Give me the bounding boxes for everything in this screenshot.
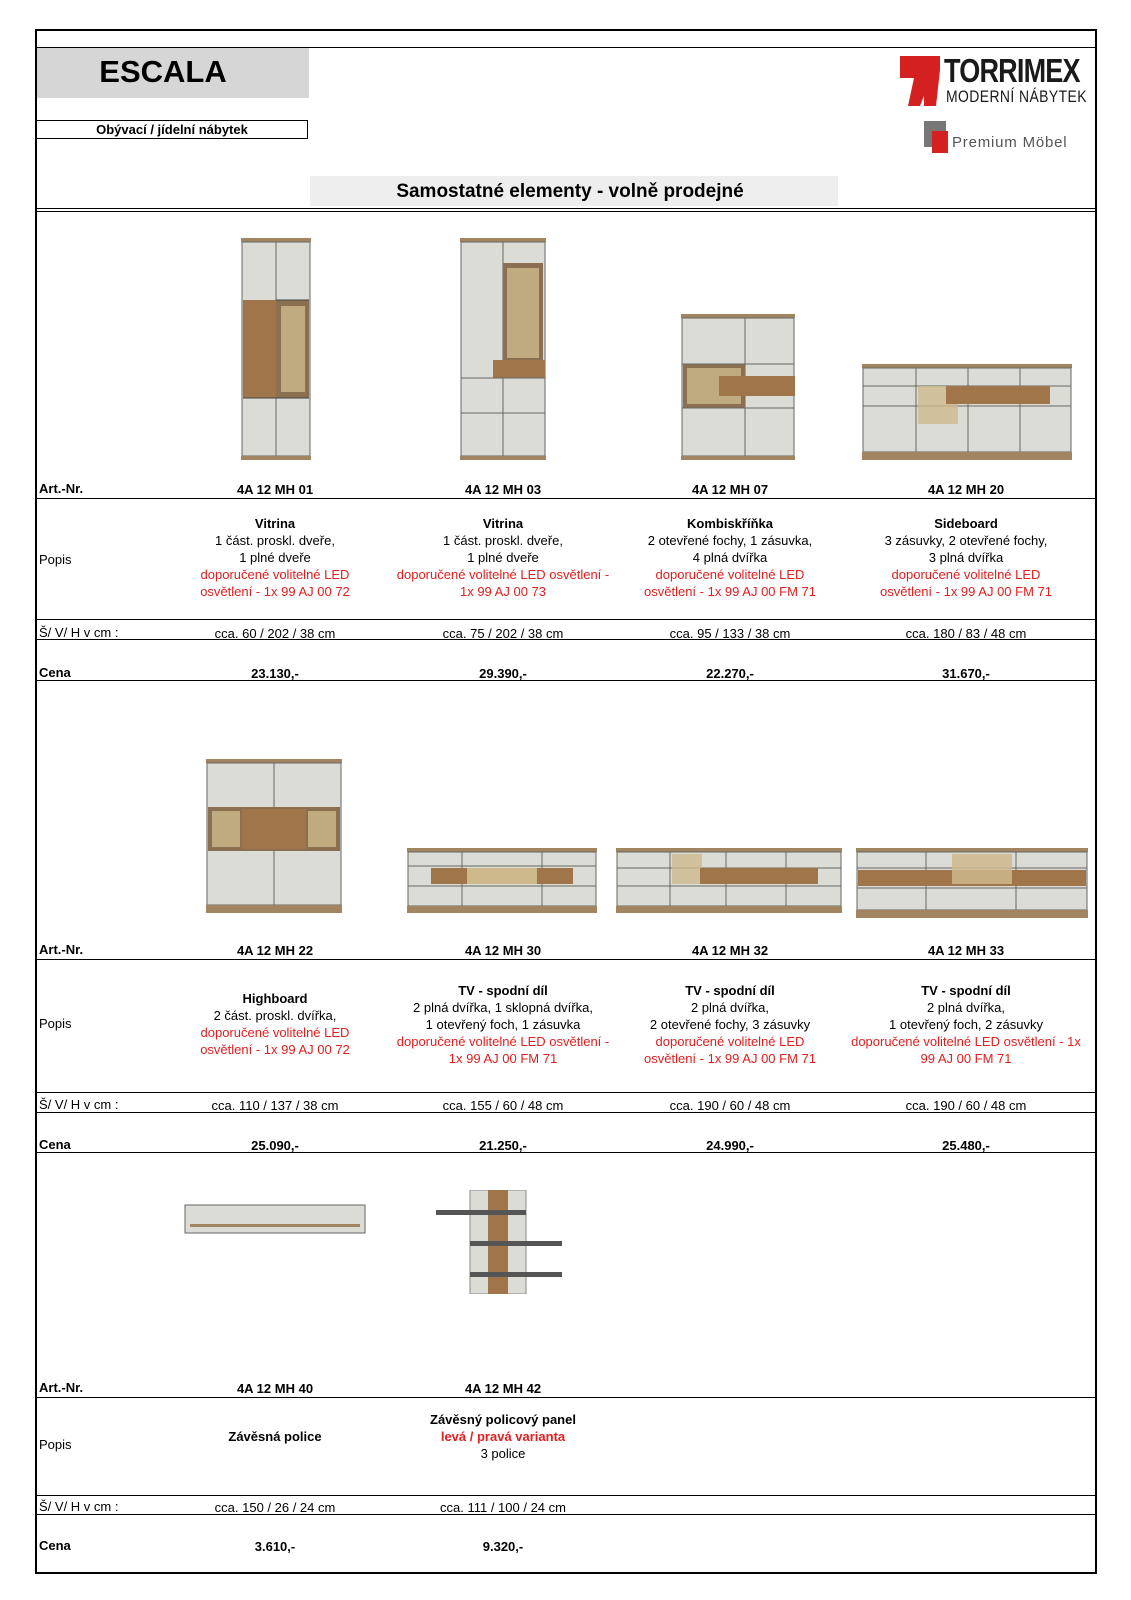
product-description — [373, 982, 633, 1067]
article-number: 4A 12 MH 07 — [691, 482, 769, 497]
price: 9.320,- — [482, 1539, 524, 1554]
product-name: Kombiskříňka — [687, 516, 773, 531]
variant-note: levá / pravá varianta — [440, 1429, 566, 1444]
divider — [35, 498, 1097, 499]
premium-mobel-icon — [924, 121, 952, 155]
led-note: 1x 99 AJ 00 FM 71 — [448, 1051, 558, 1066]
description-line: 1 otevřený foch, 2 zásuvky — [889, 1017, 1043, 1032]
price-label: Cena — [39, 1137, 71, 1152]
popis-label: Popis — [39, 552, 72, 567]
article-number: 4A 12 MH 01 — [236, 482, 314, 497]
led-note: doporučené volitelné LED — [200, 1025, 350, 1040]
partner-name: Premium Möbel — [952, 134, 1068, 151]
price: 24.990,- — [706, 1138, 754, 1153]
led-note: osvětlení - 1x 99 AJ 00 72 — [200, 1042, 350, 1057]
product-name: Vitrina — [254, 516, 296, 531]
product-description — [155, 990, 395, 1058]
popis-label: Popis — [39, 1437, 72, 1452]
popis-label: Popis — [39, 1016, 72, 1031]
product-name: Sideboard — [934, 516, 998, 531]
product-name: Vitrina — [482, 516, 524, 531]
price: 25.090,- — [251, 1138, 299, 1153]
dimensions: cca. 180 / 83 / 48 cm — [905, 626, 1027, 641]
product-name: Závěsný policový panel — [430, 1412, 576, 1427]
torrimex-logo-icon — [900, 56, 948, 106]
description-line: 4 plná dvířka — [692, 550, 768, 565]
description-line: 1 plné dveře — [239, 550, 311, 565]
product-name: Závěsná police — [228, 1429, 322, 1444]
product-description — [846, 515, 1086, 600]
art-nr-label: Art.-Nr. — [39, 942, 84, 957]
dimensions: cca. 95 / 133 / 38 cm — [669, 626, 791, 641]
product-description — [383, 1411, 623, 1462]
tv-33-image — [856, 848, 1088, 918]
article-number: 4A 12 MH 40 — [236, 1381, 314, 1396]
price: 3.610,- — [254, 1539, 296, 1554]
article-number: 4A 12 MH 03 — [464, 482, 542, 497]
kombi-07-image — [681, 314, 795, 460]
sideboard-20-image — [862, 364, 1072, 460]
dimensions: cca. 155 / 60 / 48 cm — [442, 1098, 564, 1113]
description-line: 1 část. proskl. dveře, — [443, 533, 563, 548]
vitrina-01-image — [241, 238, 311, 460]
page-title: ESCALA — [99, 54, 227, 89]
category-label: Obývací / jídelní nábytek — [36, 120, 308, 139]
divider — [35, 619, 1097, 620]
price: 25.480,- — [942, 1138, 990, 1153]
divider — [35, 959, 1097, 960]
description-line: 1 plné dveře — [467, 550, 539, 565]
led-note: doporučené volitelné LED osvětlení - — [396, 1034, 610, 1049]
led-note: osvětlení - 1x 99 AJ 00 FM 71 — [880, 584, 1052, 599]
article-number: 4A 12 MH 22 — [236, 943, 314, 958]
product-description — [610, 515, 850, 600]
led-note: doporučené volitelné LED — [200, 567, 350, 582]
product-description — [373, 515, 633, 600]
product-name: TV - spodní díl — [685, 983, 775, 998]
divider — [35, 211, 1097, 212]
product-description — [610, 982, 850, 1067]
led-note: osvětlení - 1x 99 AJ 00 FM 71 — [644, 584, 816, 599]
led-note: doporučené volitelné LED — [891, 567, 1041, 582]
page-frame — [35, 29, 1097, 1574]
product-name: TV - spodní díl — [458, 983, 548, 998]
dimensions: cca. 111 / 100 / 24 cm — [440, 1500, 566, 1515]
divider — [35, 208, 1097, 209]
product-name: TV - spodní díl — [921, 983, 1011, 998]
divider — [35, 1397, 1097, 1398]
led-note: doporučené volitelné LED — [655, 567, 805, 582]
dimensions: cca. 190 / 60 / 48 cm — [669, 1098, 791, 1113]
description-line: 2 plná dvířka, — [690, 1000, 770, 1015]
vitrina-03-image — [460, 238, 546, 460]
price-label: Cena — [39, 665, 71, 680]
divider — [35, 1495, 1097, 1496]
divider — [35, 1092, 1097, 1093]
led-note: doporučené volitelné LED — [655, 1034, 805, 1049]
description-line: 2 otevřené fochy, 3 zásuvky — [649, 1017, 811, 1032]
price-label: Cena — [39, 1538, 71, 1553]
led-note: doporučené volitelné LED osvětlení - — [396, 567, 610, 582]
article-number: 4A 12 MH 33 — [927, 943, 1005, 958]
dimensions: cca. 75 / 202 / 38 cm — [442, 626, 564, 641]
dimensions: cca. 190 / 60 / 48 cm — [905, 1098, 1027, 1113]
led-note: osvětlení - 1x 99 AJ 00 FM 71 — [644, 1051, 816, 1066]
description-line: 2 plná dvířka, — [926, 1000, 1006, 1015]
article-number: 4A 12 MH 20 — [927, 482, 1005, 497]
description-line: 3 police — [480, 1446, 526, 1461]
dims-label: Š/ V/ H v cm : — [39, 1097, 119, 1112]
price: 21.250,- — [479, 1138, 527, 1153]
description-line: 1 otevřený foch, 1 zásuvka — [425, 1017, 581, 1032]
dimensions: cca. 110 / 137 / 38 cm — [211, 1098, 339, 1113]
dims-label: Š/ V/ H v cm : — [39, 1499, 119, 1514]
price: 23.130,- — [251, 666, 299, 681]
description-line: 2 část. proskl. dvířka, — [213, 1008, 337, 1023]
led-note: osvětlení - 1x 99 AJ 00 72 — [200, 584, 350, 599]
description-line: 1 část. proskl. dveře, — [215, 533, 335, 548]
panel-42-image — [436, 1190, 562, 1294]
led-note: 1x 99 AJ 00 73 — [459, 584, 546, 599]
price: 22.270,- — [706, 666, 754, 681]
description-line: 3 plná dvířka — [928, 550, 1004, 565]
police-40-image — [184, 1204, 366, 1234]
price: 29.390,- — [479, 666, 527, 681]
section-title: Samostatné elementy - volně prodejné — [396, 181, 744, 202]
highboard-22-image — [206, 759, 342, 913]
article-number: 4A 12 MH 30 — [464, 943, 542, 958]
product-description — [836, 982, 1096, 1067]
led-note: doporučené volitelné LED osvětlení - 1x — [851, 1034, 1081, 1049]
article-number: 4A 12 MH 32 — [691, 943, 769, 958]
led-note: 99 AJ 00 FM 71 — [920, 1051, 1012, 1066]
description-line: 2 plná dvířka, 1 sklopná dvířka, — [413, 1000, 593, 1015]
article-number: 4A 12 MH 42 — [464, 1381, 542, 1396]
description-line: 2 otevřené fochy, 1 zásuvka, — [647, 533, 813, 548]
tv-32-image — [616, 848, 842, 913]
art-nr-label: Art.-Nr. — [39, 481, 84, 496]
brand-subtitle: MODERNÍ NÁBYTEK — [946, 87, 1087, 106]
art-nr-label: Art.-Nr. — [39, 1380, 84, 1395]
dims-label: Š/ V/ H v cm : — [39, 625, 119, 640]
price: 31.670,- — [942, 666, 990, 681]
dimensions: cca. 60 / 202 / 38 cm — [214, 626, 336, 641]
description-line: 3 zásuvky, 2 otevřené fochy, — [884, 533, 1048, 548]
product-name: Highboard — [242, 991, 308, 1006]
product-description — [155, 515, 395, 600]
tv-30-image — [407, 848, 597, 913]
dimensions: cca. 150 / 26 / 24 cm — [214, 1500, 336, 1515]
brand-name: TORRIMEX — [944, 52, 1080, 89]
